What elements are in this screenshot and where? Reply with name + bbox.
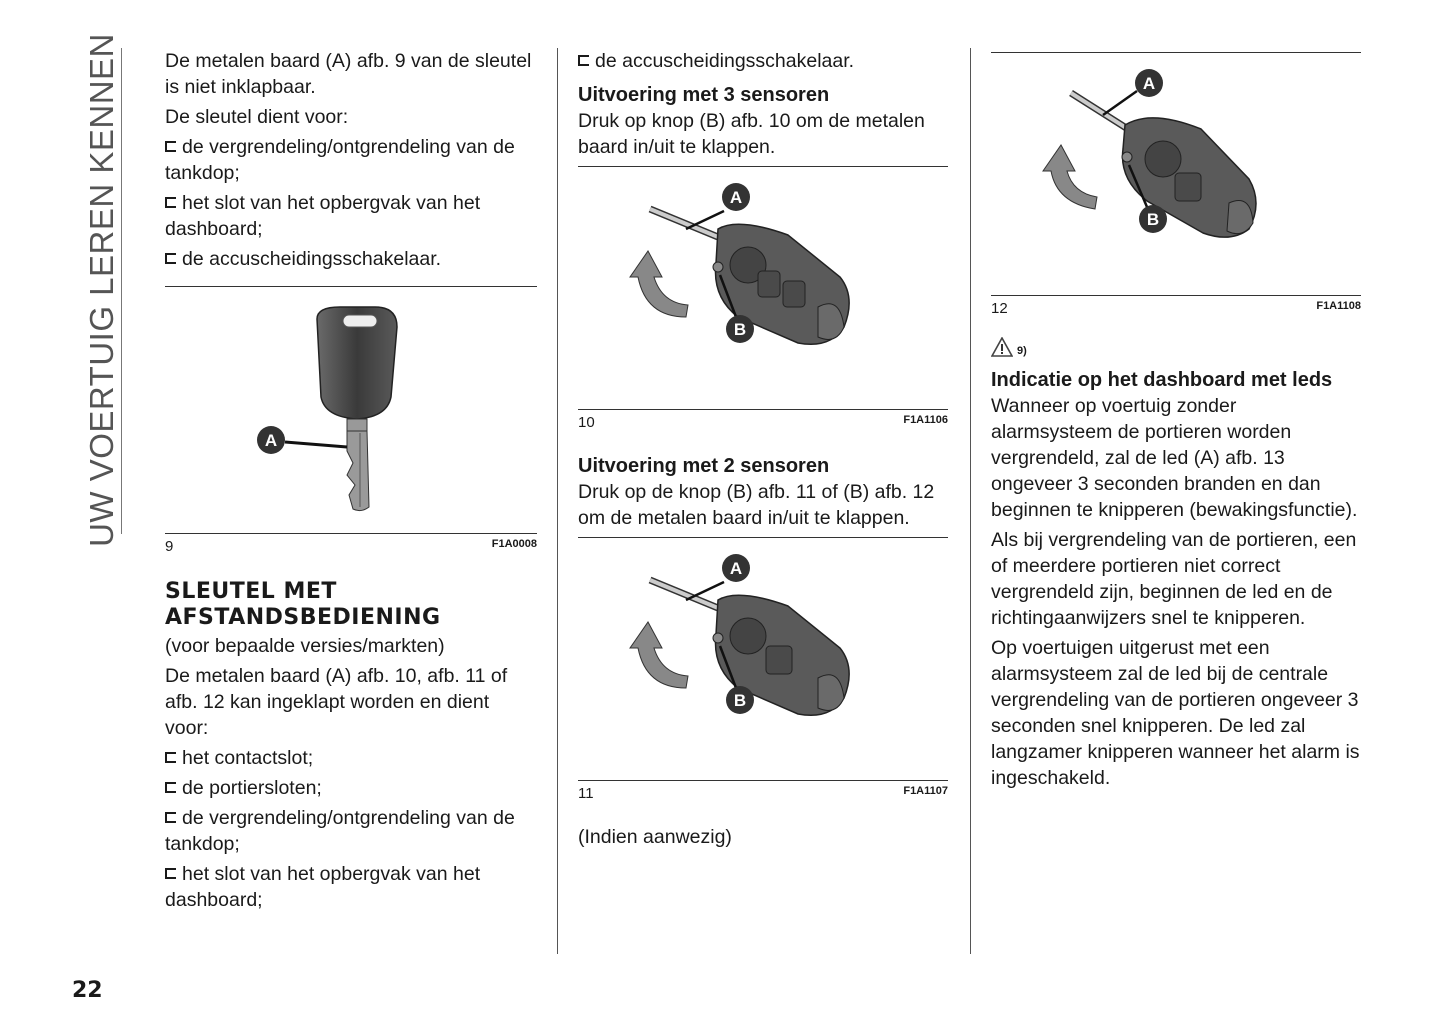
section-paragraph: De metalen baard (A) afb. 10, afb. 11 of afb. 12 kan ingeklapt worden en dient voor: bbox=[165, 665, 508, 739]
figure-caption bbox=[165, 533, 537, 555]
intro-text-2: De sleutel dient voor: bbox=[165, 106, 349, 128]
subheading-2-sensors: Uitvoering met 2 sensoren bbox=[578, 455, 830, 477]
flip-key-2-buttons-illustration bbox=[578, 538, 948, 780]
figure-caption bbox=[578, 780, 948, 802]
bullet-icon bbox=[578, 55, 589, 66]
callout-b: B bbox=[733, 320, 747, 339]
list-item: de vergrendeling/ontgrendeling van de tankdop; bbox=[165, 807, 515, 855]
list-item: de portiersloten; bbox=[165, 775, 537, 801]
list-item: de vergrendeling/ontgrendeling van de tankdop; bbox=[165, 136, 515, 184]
figure-number: 10 bbox=[578, 414, 595, 431]
figure-number: 12 bbox=[991, 300, 1008, 317]
column-3 bbox=[991, 52, 1361, 795]
callout-a: A bbox=[264, 431, 278, 450]
bullet-icon bbox=[165, 197, 176, 208]
page-number: 22 bbox=[72, 978, 103, 1003]
bullet-icon bbox=[165, 752, 176, 763]
list-item: het slot van het opbergvak van het dashboard; bbox=[165, 863, 481, 911]
paragraph-led-1: Wanneer op voertuig zonder alarmsysteem de portieren worden vergrendeld, zal de led (A) afb. 13 ongeveer 3 seconden branden en dan beginnen te knipperen (bewakingsfunctie). bbox=[991, 395, 1358, 521]
figure-code: F1A0008 bbox=[491, 538, 537, 550]
figure-9 bbox=[165, 286, 537, 555]
fixed-key-illustration bbox=[165, 287, 537, 533]
flip-key-side-view-illustration bbox=[991, 53, 1361, 295]
paragraph-2-sensors: Druk op de knop (B) afb. 11 of (B) afb. 12 om de metalen baard in/uit te klappen. bbox=[578, 481, 935, 529]
callout-a: A bbox=[729, 559, 743, 578]
bullet-icon bbox=[165, 868, 176, 879]
paragraph-3-sensors: Druk op knop (B) afb. 10 om de metalen baard in/uit te klappen. bbox=[578, 110, 925, 158]
side-divider bbox=[121, 48, 122, 534]
figure-number: 9 bbox=[165, 538, 174, 555]
list-item: de accuscheidingsschakelaar. bbox=[578, 48, 948, 74]
figure-caption bbox=[991, 295, 1361, 317]
list-item: het contactslot; bbox=[165, 745, 537, 771]
column-1 bbox=[165, 48, 537, 917]
paragraph-led-2: Als bij vergrendeling van de portieren, een of meerdere portieren niet correct vergrendeld zijn, beginnen de led en de richtingaanwijzers snel te knipperen. bbox=[991, 529, 1357, 629]
column-divider bbox=[970, 48, 971, 954]
figure-12 bbox=[991, 52, 1361, 317]
warning-triangle-icon bbox=[991, 337, 1013, 357]
figure-code: F1A1108 bbox=[1316, 300, 1361, 312]
flip-key-3-buttons-illustration bbox=[578, 167, 948, 409]
bullet-icon bbox=[165, 253, 176, 264]
figure-11 bbox=[578, 537, 948, 802]
warning-ref-number: 9) bbox=[1017, 345, 1027, 357]
list-item: de accuscheidingsschakelaar. bbox=[165, 246, 537, 272]
column-2 bbox=[578, 48, 948, 854]
intro-text-1: De metalen baard (A) afb. 9 van de sleutel is niet inklapbaar. bbox=[165, 50, 532, 98]
column-divider bbox=[557, 48, 558, 954]
warning-reference bbox=[991, 337, 1361, 357]
subheading-led-indication: Indicatie op het dashboard met leds bbox=[991, 369, 1333, 391]
figure-10 bbox=[578, 166, 948, 431]
figure-number: 11 bbox=[578, 785, 594, 802]
figure-code: F1A1107 bbox=[903, 785, 948, 797]
bullet-icon bbox=[165, 141, 176, 152]
figure-code: F1A1106 bbox=[903, 414, 948, 426]
callout-b: B bbox=[733, 691, 747, 710]
callout-a: A bbox=[729, 188, 743, 207]
list-item: het slot van het opbergvak van het dashboard; bbox=[165, 192, 481, 240]
footnote: (Indien aanwezig) bbox=[578, 826, 732, 848]
figure-caption bbox=[578, 409, 948, 431]
paragraph-led-3: Op voertuigen uitgerust met een alarmsysteem zal de led bij de centrale vergrendeling van de portieren ongeveer 3 seconden snel knipperen. De led zal langzamer knipperen wanneer het alarm is ingeschakeld. bbox=[991, 637, 1360, 789]
callout-b: B bbox=[1146, 210, 1160, 229]
section-heading: SLEUTEL MET AFSTANDSBEDIENING bbox=[165, 579, 441, 630]
section-subheading: (voor bepaalde versies/markten) bbox=[165, 635, 445, 657]
subheading-3-sensors: Uitvoering met 3 sensoren bbox=[578, 84, 830, 106]
section-side-title: UW VOERTUIG LEREN KENNEN bbox=[83, 33, 120, 547]
bullet-icon bbox=[165, 812, 176, 823]
bullet-icon bbox=[165, 782, 176, 793]
callout-a: A bbox=[1142, 74, 1156, 93]
